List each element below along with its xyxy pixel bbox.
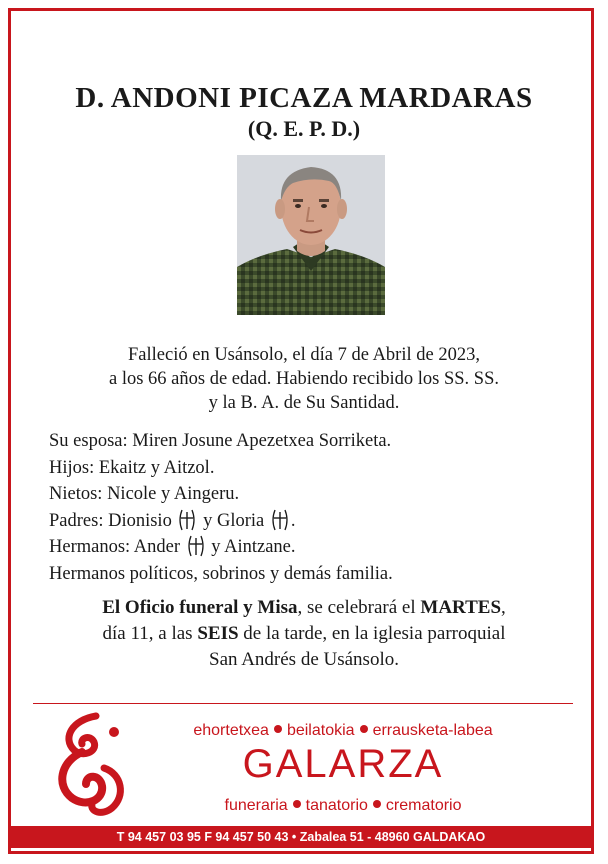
funeral-line-3: San Andrés de Usánsolo. <box>209 649 399 670</box>
bullet-icon <box>293 800 301 808</box>
service-ehortetxea: ehortetxea <box>193 722 269 739</box>
brand-name: GALARZA <box>242 742 444 786</box>
intro-line-1: Falleció en Usánsolo, el día 7 de Abril de 2023, <box>128 345 480 365</box>
galarza-logo-icon <box>52 712 130 818</box>
intro-line-3: y la B. A. de Su Santidad. <box>208 393 400 413</box>
service-tanatorio: tanatorio <box>305 797 368 814</box>
parents-prefix: Padres: Dionisio <box>49 510 177 531</box>
service-funeraria: funeraria <box>224 797 288 814</box>
funeral-text: , se celebrará el <box>297 597 421 618</box>
qepd-label: (Q. E. P. D.) <box>247 116 361 141</box>
family-spouse: Su esposa: Miren Josune Apezetxea Sorriketa. <box>49 431 392 451</box>
footer-divider <box>33 703 573 704</box>
family-grandchildren: Nietos: Nicole y Aingeru. <box>49 484 240 504</box>
cross-icon <box>270 509 290 531</box>
family-children: Hijos: Ekaitz y Aitzol. <box>49 457 215 478</box>
service-crematorio: crematorio <box>385 797 462 814</box>
service-beilatokia: beilatokia <box>286 722 355 739</box>
funeral-place-text: de la tarde, en la iglesia parroquial <box>238 623 506 644</box>
funeral-day: MARTES <box>420 597 502 618</box>
siblings-prefix: Hermanos: Ander <box>49 537 185 557</box>
family-parents <box>49 508 393 535</box>
bullet-icon <box>274 725 282 733</box>
contact-bar: T 94 457 03 95 F 94 457 50 43 • Zabalea 51 - 48960 GALDAKAO <box>11 826 591 848</box>
family-list <box>49 428 393 587</box>
intro-line-2: a los 66 años de edad. Habiendo recibido los SS. SS. <box>109 369 499 389</box>
funeral-hour: SEIS <box>197 623 239 644</box>
funeral-line-2 <box>0 621 608 647</box>
funeral-details <box>0 595 608 673</box>
deceased-photo <box>237 155 385 315</box>
funeral-comma: , <box>501 597 506 618</box>
funeral-line-1 <box>0 595 608 621</box>
funeral-mass-label: El Oficio funeral y Misa <box>102 597 298 618</box>
services-top <box>128 722 558 740</box>
funeral-date: día 11, a las <box>102 623 198 644</box>
bullet-icon <box>360 725 368 733</box>
bullet-icon <box>373 800 381 808</box>
death-notice-text <box>0 343 608 415</box>
parents-end: . <box>290 510 296 531</box>
deceased-name: D. ANDONI PICAZA MARDARAS <box>75 82 533 114</box>
family-siblings <box>49 534 393 561</box>
family-others: Hermanos políticos, sobrinos y demás familia. <box>49 563 393 584</box>
service-errausketa: errausketa-labea <box>372 722 493 739</box>
parents-middle: y Gloria <box>198 510 269 531</box>
cross-icon <box>177 509 197 531</box>
cross-icon <box>186 535 206 557</box>
services-bottom <box>128 797 558 815</box>
siblings-end: y Aintzane. <box>206 537 296 557</box>
